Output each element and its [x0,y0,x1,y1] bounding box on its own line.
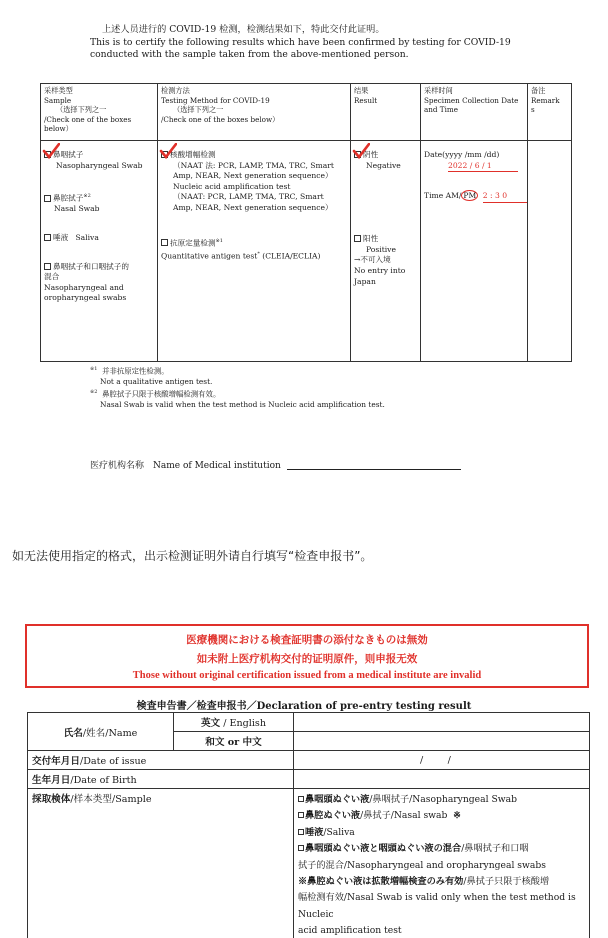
header-time-en-2: and Time [424,105,458,115]
footnote-mark: ※1 [90,366,98,372]
header-sample-note-zh: （选择下列之一 [56,105,107,115]
result-option-negative[interactable] [354,150,417,171]
header-time-en: Specimen Collection Date [424,95,519,105]
method-option-antigen[interactable]: 抗原定量检测$^{※1}$ Quantitative antigen test* (CLEIA/ECLIA) [161,237,321,261]
decl-sample-mixed[interactable] [298,841,585,857]
red-checkmark-icon [42,143,60,161]
result-options [351,141,421,362]
header-method-en: Testing Method for COVID-19 [161,95,270,105]
choice-sub: /Saliva [323,826,355,838]
certificate-intro [90,24,560,61]
note-continued: 幅检测有效/Nasal Swab is valid only when the test method is Nucleic [298,892,576,920]
option-label: 唾液 [53,232,69,242]
issue-date-label [28,751,294,770]
option-label-en: Nasopharyngeal and [44,282,124,292]
time-label: Time AM/ [424,191,462,201]
choice-main: 唾液 [305,826,324,838]
choice-main: 鼻咽頭ぬぐい液と咽頭ぬぐい液の混合 [305,843,462,855]
intro-en-2: conducted with the sample taken from the above-mentioned person. [90,49,409,60]
invalid-warning-box [25,624,589,688]
time-row [424,190,524,203]
header-method [158,84,351,141]
result-option-positive[interactable] [354,234,417,287]
warning-en: Those without original certification issued from a medical institute are invalid [132,670,482,681]
sample-option-mixed[interactable] [44,262,154,304]
option-detail: （NAAT 法: PCR, LAMP, TMA, TRC, Smart [173,160,334,170]
checkbox[interactable] [298,829,304,835]
red-checkmark-icon [352,143,370,161]
certificate-table [40,83,572,362]
footnote-mark: ※1 [215,237,223,244]
footnote-2-en: Nasal Swab is valid when the test method is Nucleic acid amplification test. [100,400,385,410]
header-sample-zh: 采样类型 [44,86,73,95]
label-sub: /姓名/Name [82,727,138,739]
header-remarks-en: Remark [531,95,560,105]
japanese-name-field[interactable] [294,732,590,751]
collection-datetime [421,141,528,362]
method-option-naat[interactable] [161,150,347,214]
date-label: Date(yyyy /mm /dd) [424,150,500,159]
footnote-1-en: Not a qualitative antigen test. [100,376,213,386]
option-note: Japan [354,276,376,286]
label-main: 氏名 [63,727,83,739]
checkbox-saliva[interactable] [44,234,51,241]
choice-main: 鼻腔ぬぐい液 [305,810,361,822]
option-label-en: Nasopharyngeal Swab [56,160,143,170]
option-label-en: Positive [366,244,396,254]
japanese-label: 和文 or 中文 [174,732,294,751]
birth-date-label [28,770,294,789]
header-remarks-en-2: s [531,105,535,115]
warning-zh: 如未附上医疗机构交付的证明原件，则申报无效 [196,653,418,665]
label-main: 交付年月日 [32,756,80,767]
english-name-field[interactable] [294,713,590,732]
option-label: 鼻腔拭子 [53,193,84,203]
decl-sample-nasopharyngeal[interactable] [298,792,585,808]
note-main: ※鼻腔ぬぐい液は拡散増幅検査のみ有効 [298,876,464,888]
header-result-en: Result [354,95,378,105]
header-sample-note-en: /Check one of the boxes [44,114,132,124]
header-result-zh: 结果 [354,86,369,95]
institution-label: 医疗机构名称 Name of Medical institution [90,461,281,471]
option-note: No entry into [354,265,406,275]
medical-institution-row [90,458,461,471]
option-label: 阴性 [363,150,379,159]
label-sub: /样本类型/Sample [70,794,152,805]
birth-date-field[interactable] [294,770,590,789]
sample-options [41,141,158,362]
name-label [28,713,174,751]
header-time [421,84,528,141]
method-options [158,141,351,362]
label-sub: / English [220,718,267,729]
label-sub: /Date of issue [79,756,147,767]
red-checkmark-icon [159,143,177,161]
option-note: →不可入境 [354,255,391,265]
label-main: 英文 [200,718,221,729]
footnote-mark: ※2 [90,389,98,396]
sample-label [28,789,294,938]
option-label-2: 混合 [44,272,60,282]
option-label: 抗原定量检测 [170,238,216,248]
note-sub: /鼻拭子只限于核酸增 [463,876,550,888]
institution-name-field[interactable] [287,469,461,470]
option-label-en: Nasal Swab [54,204,100,214]
date-value[interactable]: 2022 / 6 / 1 [448,161,518,173]
choice-mark: ※ [453,810,461,822]
footnotes [90,364,510,411]
header-remarks [528,84,572,141]
intro-zh: 上述人员进行的 COVID-19 检测，检测结果如下，特此交付此证明。 [102,24,385,35]
header-sample [41,84,158,141]
option-label: 鼻咽拭子 [53,150,84,159]
sample-option-nasopharyngeal[interactable] [44,150,154,171]
label-main: 生年月日 [32,775,71,786]
option-detail: Amp, NEAR, Next generation sequence） [173,202,333,212]
checkbox[interactable] [298,812,304,818]
choice-sub: /鼻咽拭子/Nasopharyngeal Swab [369,794,517,805]
choice-continued: 拭子的混合/Nasopharyngeal and oropharyngeal swabs [298,859,546,871]
choice-sub: /鼻咽拭子和口咽 [461,843,529,855]
footnote-1-zh: 并非抗原定性检测。 [102,366,169,376]
checkbox-antigen[interactable] [161,239,168,246]
declaration-title: 検査申告書／检查申报书／Declaration of pre-entry testing result [136,701,472,712]
time-value[interactable]: 2 : 3 0 [483,191,527,203]
choice-sub: /鼻拭子/Nasal swab [360,810,448,822]
header-method-note-en: /Check one of the boxes below） [161,114,280,124]
header-method-zh: 检测方法 [161,86,190,95]
sample-option-saliva[interactable] [44,233,154,244]
header-time-zh: 采样时间 [424,86,453,95]
header-sample-note-en-2: below） [44,124,73,134]
decl-nasal-note [298,874,585,890]
label-main: 採取検体 [32,794,71,805]
option-label-en: Quantitative antigen test [161,251,258,261]
checkbox[interactable] [298,845,304,851]
intro-en-1: This is to certify the following results which have been confirmed by testing for COVID-19 [90,37,511,48]
label-sub: /Date of Birth [70,775,137,786]
english-label [174,713,294,732]
option-label: 鼻咽拭子和口咽拭子的 [53,261,129,271]
option-label-en-tail: (CLEIA/ECLIA) [259,251,321,261]
footnote-2-zh: 鼻腔拭子只限于核酸增幅检测有效。 [102,389,221,399]
option-label-en-2: oropharyngeal swabs [44,293,127,303]
issue-date-field[interactable]: / / [294,751,590,770]
pm-circled: PM [463,191,477,201]
footnote-mark: ※2 [83,193,91,200]
header-remarks-zh: 备注 [531,86,546,95]
note-continued-2: acid amplification test [298,925,402,937]
instruction-text: 如无法使用指定的格式，出示检测证明外请自行填写“检查申报书”。 [12,549,373,563]
checkbox-mixed[interactable] [44,263,51,270]
checkbox-positive[interactable] [354,235,361,242]
sample-choices [294,789,590,938]
declaration-form [27,712,590,938]
header-sample-en: Sample [44,95,72,105]
warning-jp: 医療機関における検査証明書の添付なきものは無効 [186,634,428,646]
choice-main: 鼻咽頭ぬぐい液 [305,794,370,805]
remarks-cell[interactable] [528,141,572,362]
checkbox-nasal[interactable] [44,195,51,202]
option-label: 阳性 [363,234,379,244]
checkbox[interactable] [298,796,304,802]
option-label: 核酸增幅检测 [170,150,216,159]
option-detail: Amp, NEAR, Next generation sequence） [173,171,333,181]
decl-sample-saliva[interactable] [298,825,585,841]
option-detail: Nucleic acid amplification test [173,181,291,191]
sample-option-nasal[interactable] [44,191,154,215]
option-label-en: Saliva [75,232,99,242]
header-result [351,84,421,141]
header-method-note-zh: （选择下列之一 [173,105,224,115]
decl-sample-nasal[interactable] [298,808,585,824]
option-detail: （NAAT: PCR, LAMP, TMA, TRC, Smart [173,192,324,202]
option-label-en: Negative [366,160,401,170]
